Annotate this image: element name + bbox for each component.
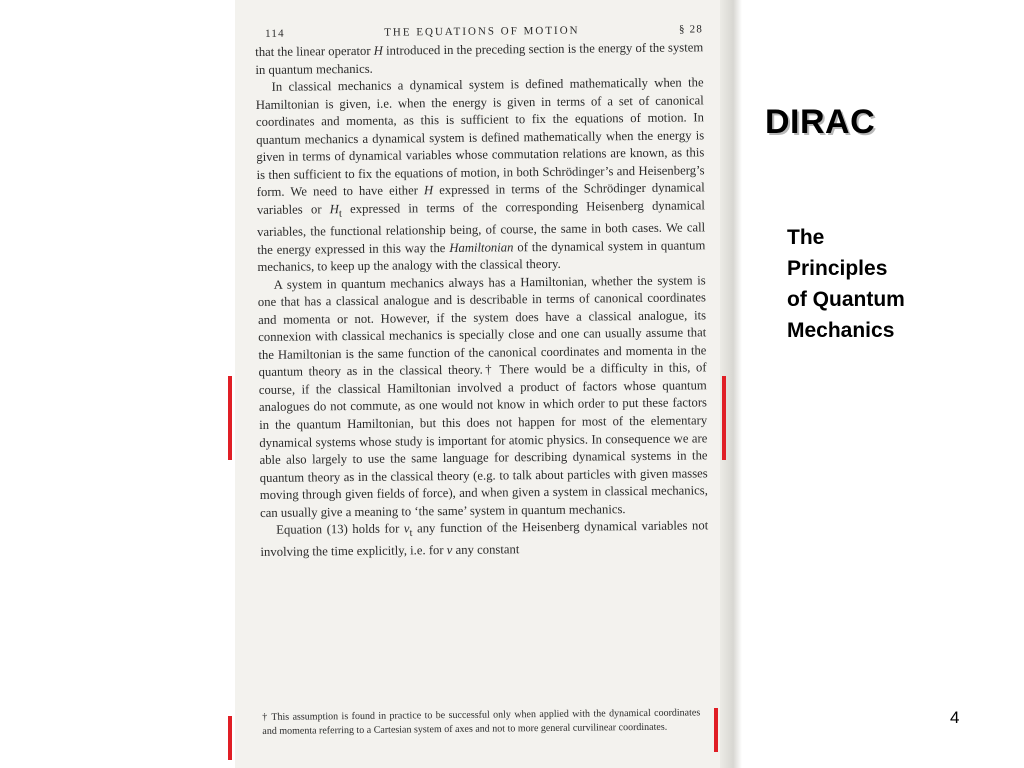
text-run: t bbox=[409, 528, 413, 540]
book-page bbox=[255, 23, 711, 763]
red-margin-mark-left-top bbox=[228, 376, 232, 460]
book-title-line: Principles bbox=[787, 257, 888, 280]
paragraph bbox=[258, 272, 709, 522]
book-title bbox=[787, 222, 905, 346]
text-run: H bbox=[373, 43, 383, 58]
paragraph bbox=[260, 518, 708, 562]
text-run: H bbox=[423, 183, 434, 198]
text-run: Equation (13) holds for bbox=[276, 521, 404, 538]
page-number: 114 bbox=[264, 27, 285, 40]
paragraph bbox=[255, 39, 703, 79]
running-title: THE EQUATIONS OF MOTION bbox=[384, 24, 580, 39]
text-run: t bbox=[338, 208, 342, 220]
text-run: expressed in terms of the Schrödinger dynamical variables or bbox=[256, 180, 705, 217]
text-run: that the linear operator bbox=[255, 43, 374, 59]
text-run: In classical mechanics a dynamical system is defined mathematically when the Hamiltonian is given, i.e. when the energy is given in terms of a set of canonical coordinates and momenta, as this is sufficient to fix the equations of motion. In quantum mechanics a dynamical system is defined mathematically when the energy is given in terms of dynamical variables whose commutation relations are known, as this is then sufficient to fix the equations of motion, in both Schrödinger’s and Heisenberg’s form. We need to have either bbox=[255, 75, 705, 200]
book-title-line: The bbox=[787, 226, 825, 249]
red-margin-mark-right-bottom bbox=[714, 708, 718, 752]
footnote: † This assumption is found in practice to be successful only when applied with the dynamical coordinates and momenta referring to a Cartesian system of axes and not to more general curvilinear coordinates. bbox=[262, 707, 701, 737]
book-title-line: of Quantum bbox=[787, 288, 905, 311]
red-margin-mark-right-top bbox=[722, 376, 726, 460]
slide-heading: DIRAC bbox=[765, 103, 876, 141]
red-margin-mark-left-bottom bbox=[228, 716, 232, 760]
text-run: Hamiltonian bbox=[449, 239, 514, 255]
book-text bbox=[255, 39, 708, 562]
text-run: introduced in the preceding section is the energy of the system in quantum mechanics. bbox=[255, 40, 704, 77]
paragraph bbox=[256, 74, 706, 276]
text-run: A system in quantum mechanics always has a Hamiltonian, whether the system is one that has a classical analogue and is describable in terms of canonical coordinates and momenta or not. However, if the system does have a classical analogue, its connexion with classical mechanics is specially close and one can usually assume that the Hamiltonian is the same function of the canonical coordinates and momenta in the quantum theory as in the classical theory.† There would be a difficulty in this, of course, if the classical Hamiltonian involved a product of factors whose quantum analogues do not commute, as one would not know in which order to put these factors in the quantum Hamiltonian, but this does not happen for most of the elementary dynamical systems whose study is important for atomic physics. In consequence we are able also largely to use the same language for describing dynamical systems in the quantum theory as in the classical theory (e.g. to talk about particles with given masses moving through given fields of force), and when given a system in classical mechanics, can usually give a meaning to ‘the same’ system in quantum mechanics. bbox=[257, 272, 708, 520]
text-run: H bbox=[329, 202, 339, 217]
text-run: v bbox=[403, 521, 410, 536]
text-run: any constant bbox=[452, 542, 520, 558]
section-number: § 28 bbox=[678, 23, 704, 36]
slide-number: 4 bbox=[950, 708, 960, 727]
text-run: expressed in terms of the corresponding Heisenberg dynamical variables, the functional relationship being, of course, the same in both cases. We call the energy expressed in this way the bbox=[257, 198, 706, 257]
text-run: v bbox=[446, 543, 453, 558]
book-title-line: Mechanics bbox=[787, 319, 895, 342]
text-run: any function of the Heisenberg dynamical variables not involving the time explicitly, i.e. for bbox=[260, 518, 709, 560]
text-run: of the dynamical system in quantum mechanics, to keep up the analogy with the classical theory. bbox=[257, 237, 706, 275]
